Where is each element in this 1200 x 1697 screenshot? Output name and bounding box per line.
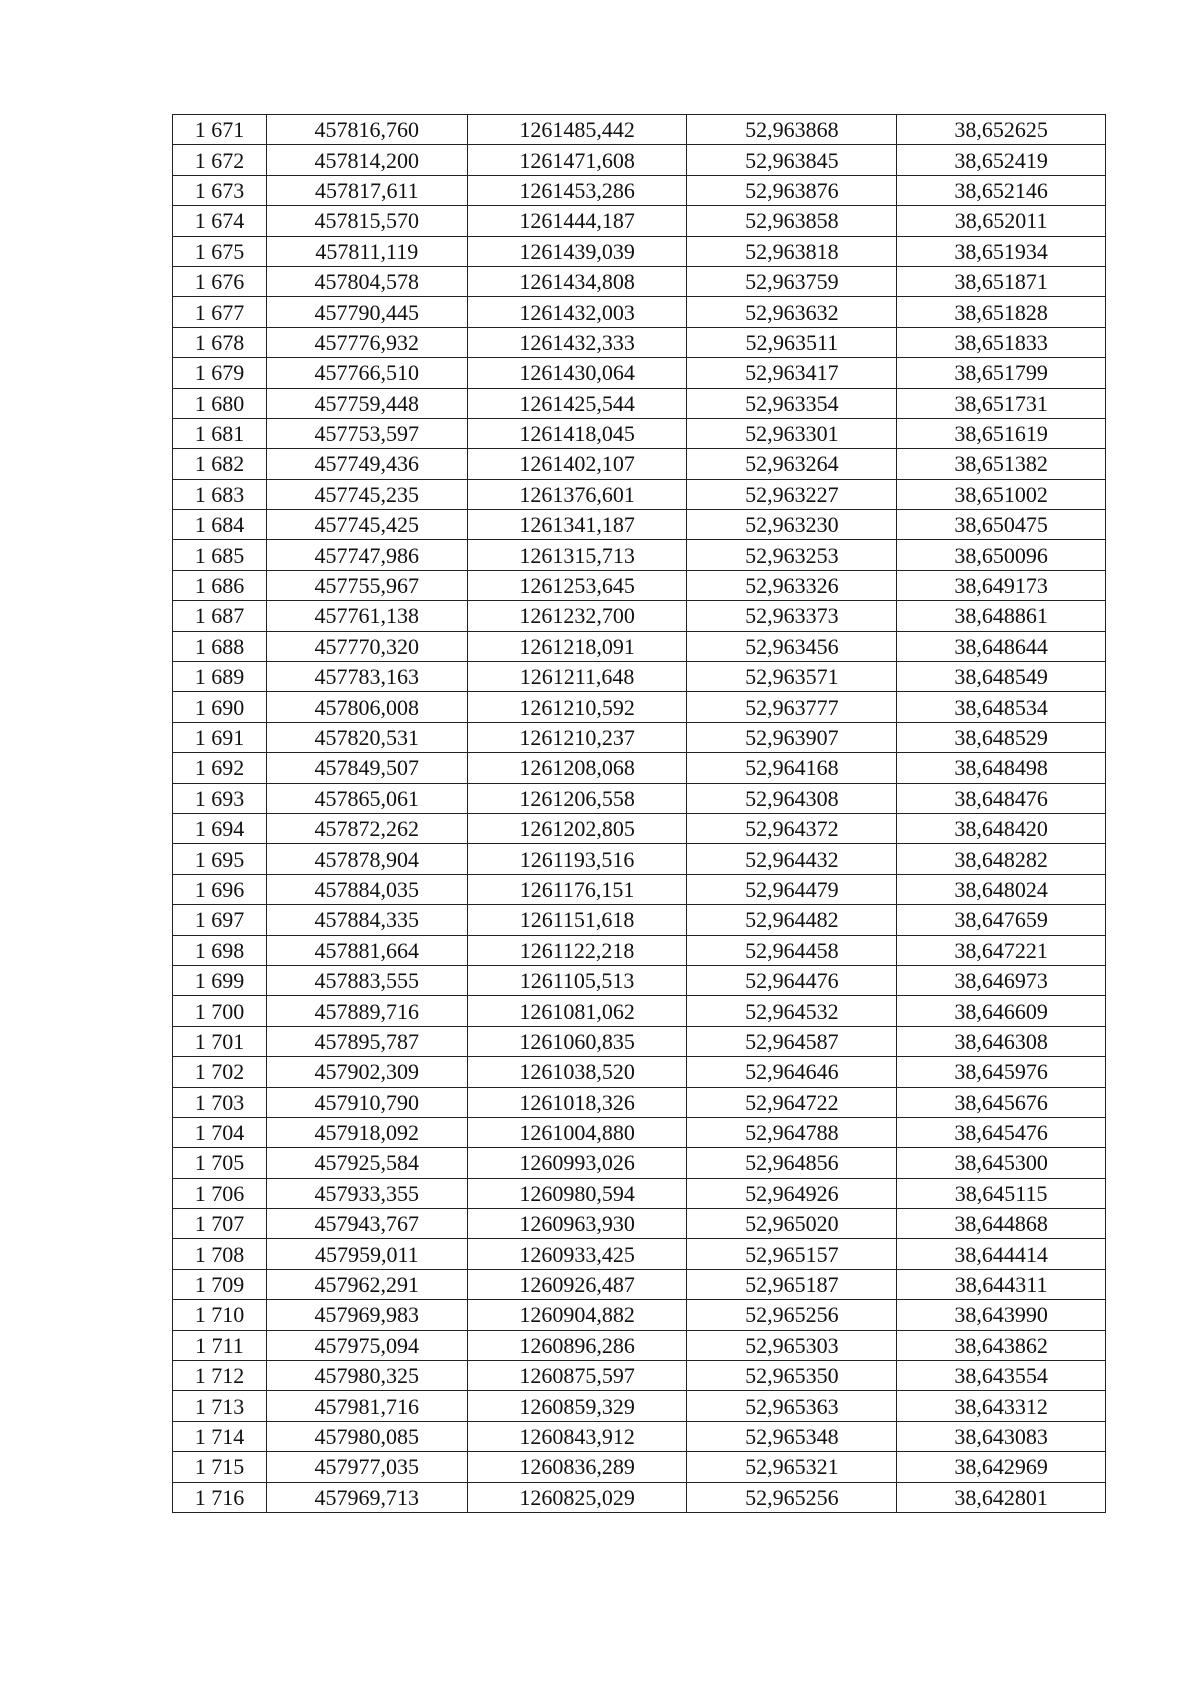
point-number-cell: 1 705 xyxy=(173,1148,267,1178)
table-row xyxy=(173,1057,1106,1087)
latitude-cell: 52,965256 xyxy=(687,1482,897,1512)
latitude-cell: 52,963907 xyxy=(687,722,897,752)
point-number-cell: 1 688 xyxy=(173,631,267,661)
x-coordinate-cell: 457969,713 xyxy=(266,1482,467,1512)
latitude-cell: 52,964168 xyxy=(687,753,897,783)
latitude-cell: 52,963456 xyxy=(687,631,897,661)
longitude-cell: 38,651382 xyxy=(897,449,1106,479)
latitude-cell: 52,964432 xyxy=(687,844,897,874)
latitude-cell: 52,963373 xyxy=(687,601,897,631)
longitude-cell: 38,651828 xyxy=(897,297,1106,327)
table-row xyxy=(173,783,1106,813)
longitude-cell: 38,642801 xyxy=(897,1482,1106,1512)
table-row xyxy=(173,1239,1106,1269)
coordinates-table xyxy=(172,114,1106,1513)
longitude-cell: 38,644414 xyxy=(897,1239,1106,1269)
x-coordinate-cell: 457981,716 xyxy=(266,1391,467,1421)
point-number-cell: 1 689 xyxy=(173,662,267,692)
y-coordinate-cell: 1261434,808 xyxy=(467,266,687,296)
x-coordinate-cell: 457884,035 xyxy=(266,874,467,904)
point-number-cell: 1 696 xyxy=(173,874,267,904)
x-coordinate-cell: 457816,760 xyxy=(266,115,467,145)
latitude-cell: 52,963417 xyxy=(687,358,897,388)
longitude-cell: 38,651619 xyxy=(897,418,1106,448)
y-coordinate-cell: 1261211,648 xyxy=(467,662,687,692)
latitude-cell: 52,965348 xyxy=(687,1421,897,1451)
latitude-cell: 52,963777 xyxy=(687,692,897,722)
point-number-cell: 1 706 xyxy=(173,1178,267,1208)
latitude-cell: 52,963264 xyxy=(687,449,897,479)
point-number-cell: 1 674 xyxy=(173,206,267,236)
table-row xyxy=(173,1452,1106,1482)
longitude-cell: 38,651002 xyxy=(897,479,1106,509)
latitude-cell: 52,964308 xyxy=(687,783,897,813)
y-coordinate-cell: 1261341,187 xyxy=(467,510,687,540)
latitude-cell: 52,965157 xyxy=(687,1239,897,1269)
y-coordinate-cell: 1261218,091 xyxy=(467,631,687,661)
longitude-cell: 38,643554 xyxy=(897,1361,1106,1391)
longitude-cell: 38,648549 xyxy=(897,662,1106,692)
longitude-cell: 38,652011 xyxy=(897,206,1106,236)
x-coordinate-cell: 457790,445 xyxy=(266,297,467,327)
table-row xyxy=(173,206,1106,236)
longitude-cell: 38,644868 xyxy=(897,1209,1106,1239)
y-coordinate-cell: 1260843,912 xyxy=(467,1421,687,1451)
y-coordinate-cell: 1261425,544 xyxy=(467,388,687,418)
y-coordinate-cell: 1261004,880 xyxy=(467,1117,687,1147)
table-row xyxy=(173,449,1106,479)
y-coordinate-cell: 1261210,237 xyxy=(467,722,687,752)
x-coordinate-cell: 457776,932 xyxy=(266,327,467,357)
longitude-cell: 38,648529 xyxy=(897,722,1106,752)
x-coordinate-cell: 457977,035 xyxy=(266,1452,467,1482)
y-coordinate-cell: 1261432,003 xyxy=(467,297,687,327)
longitude-cell: 38,645976 xyxy=(897,1057,1106,1087)
latitude-cell: 52,963876 xyxy=(687,175,897,205)
point-number-cell: 1 703 xyxy=(173,1087,267,1117)
y-coordinate-cell: 1261193,516 xyxy=(467,844,687,874)
x-coordinate-cell: 457872,262 xyxy=(266,813,467,843)
latitude-cell: 52,964476 xyxy=(687,965,897,995)
point-number-cell: 1 700 xyxy=(173,996,267,1026)
point-number-cell: 1 701 xyxy=(173,1026,267,1056)
x-coordinate-cell: 457943,767 xyxy=(266,1209,467,1239)
table-row xyxy=(173,1117,1106,1147)
table-row xyxy=(173,236,1106,266)
x-coordinate-cell: 457783,163 xyxy=(266,662,467,692)
table-row xyxy=(173,692,1106,722)
point-number-cell: 1 686 xyxy=(173,570,267,600)
longitude-cell: 38,651934 xyxy=(897,236,1106,266)
y-coordinate-cell: 1261232,700 xyxy=(467,601,687,631)
table-row xyxy=(173,1391,1106,1421)
y-coordinate-cell: 1261432,333 xyxy=(467,327,687,357)
longitude-cell: 38,651871 xyxy=(897,266,1106,296)
point-number-cell: 1 691 xyxy=(173,722,267,752)
point-number-cell: 1 687 xyxy=(173,601,267,631)
latitude-cell: 52,964458 xyxy=(687,935,897,965)
x-coordinate-cell: 457959,011 xyxy=(266,1239,467,1269)
y-coordinate-cell: 1261151,618 xyxy=(467,905,687,935)
latitude-cell: 52,963858 xyxy=(687,206,897,236)
table-row xyxy=(173,1421,1106,1451)
table-row xyxy=(173,935,1106,965)
point-number-cell: 1 704 xyxy=(173,1117,267,1147)
latitude-cell: 52,964646 xyxy=(687,1057,897,1087)
x-coordinate-cell: 457811,119 xyxy=(266,236,467,266)
y-coordinate-cell: 1260875,597 xyxy=(467,1361,687,1391)
table-row xyxy=(173,1269,1106,1299)
y-coordinate-cell: 1261444,187 xyxy=(467,206,687,236)
point-number-cell: 1 678 xyxy=(173,327,267,357)
longitude-cell: 38,651799 xyxy=(897,358,1106,388)
table-row xyxy=(173,996,1106,1026)
table-row xyxy=(173,1361,1106,1391)
table-row xyxy=(173,874,1106,904)
longitude-cell: 38,650096 xyxy=(897,540,1106,570)
x-coordinate-cell: 457865,061 xyxy=(266,783,467,813)
latitude-cell: 52,964926 xyxy=(687,1178,897,1208)
point-number-cell: 1 702 xyxy=(173,1057,267,1087)
x-coordinate-cell: 457770,320 xyxy=(266,631,467,661)
x-coordinate-cell: 457753,597 xyxy=(266,418,467,448)
latitude-cell: 52,963230 xyxy=(687,510,897,540)
y-coordinate-cell: 1261060,835 xyxy=(467,1026,687,1056)
longitude-cell: 38,645300 xyxy=(897,1148,1106,1178)
x-coordinate-cell: 457755,967 xyxy=(266,570,467,600)
point-number-cell: 1 697 xyxy=(173,905,267,935)
y-coordinate-cell: 1260825,029 xyxy=(467,1482,687,1512)
y-coordinate-cell: 1261376,601 xyxy=(467,479,687,509)
longitude-cell: 38,648644 xyxy=(897,631,1106,661)
point-number-cell: 1 676 xyxy=(173,266,267,296)
longitude-cell: 38,643862 xyxy=(897,1330,1106,1360)
point-number-cell: 1 714 xyxy=(173,1421,267,1451)
table-row xyxy=(173,175,1106,205)
latitude-cell: 52,963845 xyxy=(687,145,897,175)
x-coordinate-cell: 457745,425 xyxy=(266,510,467,540)
longitude-cell: 38,651731 xyxy=(897,388,1106,418)
point-number-cell: 1 690 xyxy=(173,692,267,722)
table-row xyxy=(173,145,1106,175)
table-row xyxy=(173,965,1106,995)
longitude-cell: 38,644311 xyxy=(897,1269,1106,1299)
point-number-cell: 1 694 xyxy=(173,813,267,843)
longitude-cell: 38,645115 xyxy=(897,1178,1106,1208)
x-coordinate-cell: 457806,008 xyxy=(266,692,467,722)
y-coordinate-cell: 1261471,608 xyxy=(467,145,687,175)
latitude-cell: 52,965303 xyxy=(687,1330,897,1360)
y-coordinate-cell: 1261485,442 xyxy=(467,115,687,145)
x-coordinate-cell: 457925,584 xyxy=(266,1148,467,1178)
longitude-cell: 38,652419 xyxy=(897,145,1106,175)
y-coordinate-cell: 1261430,064 xyxy=(467,358,687,388)
x-coordinate-cell: 457749,436 xyxy=(266,449,467,479)
table-row xyxy=(173,570,1106,600)
x-coordinate-cell: 457817,611 xyxy=(266,175,467,205)
x-coordinate-cell: 457933,355 xyxy=(266,1178,467,1208)
longitude-cell: 38,648282 xyxy=(897,844,1106,874)
point-number-cell: 1 693 xyxy=(173,783,267,813)
table-row xyxy=(173,479,1106,509)
table-row xyxy=(173,753,1106,783)
y-coordinate-cell: 1260836,289 xyxy=(467,1452,687,1482)
point-number-cell: 1 699 xyxy=(173,965,267,995)
point-number-cell: 1 684 xyxy=(173,510,267,540)
x-coordinate-cell: 457759,448 xyxy=(266,388,467,418)
y-coordinate-cell: 1261081,062 xyxy=(467,996,687,1026)
x-coordinate-cell: 457745,235 xyxy=(266,479,467,509)
y-coordinate-cell: 1261315,713 xyxy=(467,540,687,570)
x-coordinate-cell: 457980,325 xyxy=(266,1361,467,1391)
longitude-cell: 38,648498 xyxy=(897,753,1106,783)
longitude-cell: 38,643990 xyxy=(897,1300,1106,1330)
y-coordinate-cell: 1261206,558 xyxy=(467,783,687,813)
point-number-cell: 1 672 xyxy=(173,145,267,175)
point-number-cell: 1 713 xyxy=(173,1391,267,1421)
latitude-cell: 52,963759 xyxy=(687,266,897,296)
table-row xyxy=(173,297,1106,327)
latitude-cell: 52,965256 xyxy=(687,1300,897,1330)
x-coordinate-cell: 457878,904 xyxy=(266,844,467,874)
table-row xyxy=(173,601,1106,631)
table-row xyxy=(173,327,1106,357)
point-number-cell: 1 695 xyxy=(173,844,267,874)
x-coordinate-cell: 457910,790 xyxy=(266,1087,467,1117)
longitude-cell: 38,642969 xyxy=(897,1452,1106,1482)
latitude-cell: 52,965350 xyxy=(687,1361,897,1391)
table-row xyxy=(173,115,1106,145)
longitude-cell: 38,648420 xyxy=(897,813,1106,843)
latitude-cell: 52,963818 xyxy=(687,236,897,266)
table-row xyxy=(173,358,1106,388)
longitude-cell: 38,643083 xyxy=(897,1421,1106,1451)
y-coordinate-cell: 1261105,513 xyxy=(467,965,687,995)
longitude-cell: 38,645476 xyxy=(897,1117,1106,1147)
table-row xyxy=(173,388,1106,418)
latitude-cell: 52,963227 xyxy=(687,479,897,509)
longitude-cell: 38,647659 xyxy=(897,905,1106,935)
table-row xyxy=(173,722,1106,752)
x-coordinate-cell: 457849,507 xyxy=(266,753,467,783)
longitude-cell: 38,643312 xyxy=(897,1391,1106,1421)
table-row xyxy=(173,631,1106,661)
point-number-cell: 1 709 xyxy=(173,1269,267,1299)
latitude-cell: 52,964856 xyxy=(687,1148,897,1178)
latitude-cell: 52,964532 xyxy=(687,996,897,1026)
x-coordinate-cell: 457815,570 xyxy=(266,206,467,236)
x-coordinate-cell: 457884,335 xyxy=(266,905,467,935)
x-coordinate-cell: 457969,983 xyxy=(266,1300,467,1330)
y-coordinate-cell: 1261122,218 xyxy=(467,935,687,965)
table-row xyxy=(173,1300,1106,1330)
y-coordinate-cell: 1261253,645 xyxy=(467,570,687,600)
point-number-cell: 1 707 xyxy=(173,1209,267,1239)
x-coordinate-cell: 457975,094 xyxy=(266,1330,467,1360)
longitude-cell: 38,648861 xyxy=(897,601,1106,631)
table-row xyxy=(173,905,1106,935)
y-coordinate-cell: 1260904,882 xyxy=(467,1300,687,1330)
x-coordinate-cell: 457747,986 xyxy=(266,540,467,570)
x-coordinate-cell: 457881,664 xyxy=(266,935,467,965)
x-coordinate-cell: 457980,085 xyxy=(266,1421,467,1451)
y-coordinate-cell: 1261202,805 xyxy=(467,813,687,843)
table-row xyxy=(173,844,1106,874)
latitude-cell: 52,964722 xyxy=(687,1087,897,1117)
table-row xyxy=(173,540,1106,570)
longitude-cell: 38,646973 xyxy=(897,965,1106,995)
longitude-cell: 38,649173 xyxy=(897,570,1106,600)
y-coordinate-cell: 1261418,045 xyxy=(467,418,687,448)
y-coordinate-cell: 1261210,592 xyxy=(467,692,687,722)
y-coordinate-cell: 1260896,286 xyxy=(467,1330,687,1360)
latitude-cell: 52,963511 xyxy=(687,327,897,357)
point-number-cell: 1 712 xyxy=(173,1361,267,1391)
x-coordinate-cell: 457814,200 xyxy=(266,145,467,175)
latitude-cell: 52,963301 xyxy=(687,418,897,448)
table-row xyxy=(173,1178,1106,1208)
y-coordinate-cell: 1261176,151 xyxy=(467,874,687,904)
latitude-cell: 52,963868 xyxy=(687,115,897,145)
longitude-cell: 38,646609 xyxy=(897,996,1106,1026)
x-coordinate-cell: 457804,578 xyxy=(266,266,467,296)
y-coordinate-cell: 1260963,930 xyxy=(467,1209,687,1239)
y-coordinate-cell: 1261208,068 xyxy=(467,753,687,783)
point-number-cell: 1 698 xyxy=(173,935,267,965)
point-number-cell: 1 671 xyxy=(173,115,267,145)
point-number-cell: 1 685 xyxy=(173,540,267,570)
longitude-cell: 38,652625 xyxy=(897,115,1106,145)
point-number-cell: 1 715 xyxy=(173,1452,267,1482)
longitude-cell: 38,652146 xyxy=(897,175,1106,205)
x-coordinate-cell: 457766,510 xyxy=(266,358,467,388)
point-number-cell: 1 708 xyxy=(173,1239,267,1269)
table-row xyxy=(173,813,1106,843)
latitude-cell: 52,964479 xyxy=(687,874,897,904)
point-number-cell: 1 675 xyxy=(173,236,267,266)
point-number-cell: 1 680 xyxy=(173,388,267,418)
point-number-cell: 1 682 xyxy=(173,449,267,479)
longitude-cell: 38,645676 xyxy=(897,1087,1106,1117)
x-coordinate-cell: 457918,092 xyxy=(266,1117,467,1147)
y-coordinate-cell: 1260993,026 xyxy=(467,1148,687,1178)
x-coordinate-cell: 457889,716 xyxy=(266,996,467,1026)
longitude-cell: 38,651833 xyxy=(897,327,1106,357)
table-row xyxy=(173,1087,1106,1117)
longitude-cell: 38,648476 xyxy=(897,783,1106,813)
y-coordinate-cell: 1261402,107 xyxy=(467,449,687,479)
latitude-cell: 52,965187 xyxy=(687,1269,897,1299)
coordinates-table-body xyxy=(173,115,1106,1513)
point-number-cell: 1 711 xyxy=(173,1330,267,1360)
table-row xyxy=(173,418,1106,448)
latitude-cell: 52,964482 xyxy=(687,905,897,935)
table-row xyxy=(173,510,1106,540)
point-number-cell: 1 681 xyxy=(173,418,267,448)
table-row xyxy=(173,266,1106,296)
x-coordinate-cell: 457962,291 xyxy=(266,1269,467,1299)
x-coordinate-cell: 457902,309 xyxy=(266,1057,467,1087)
latitude-cell: 52,963354 xyxy=(687,388,897,418)
y-coordinate-cell: 1261453,286 xyxy=(467,175,687,205)
latitude-cell: 52,963632 xyxy=(687,297,897,327)
longitude-cell: 38,647221 xyxy=(897,935,1106,965)
latitude-cell: 52,964372 xyxy=(687,813,897,843)
table-row xyxy=(173,1209,1106,1239)
point-number-cell: 1 716 xyxy=(173,1482,267,1512)
table-row xyxy=(173,1482,1106,1512)
table-row xyxy=(173,1026,1106,1056)
longitude-cell: 38,648024 xyxy=(897,874,1106,904)
latitude-cell: 52,965363 xyxy=(687,1391,897,1421)
latitude-cell: 52,964587 xyxy=(687,1026,897,1056)
y-coordinate-cell: 1260980,594 xyxy=(467,1178,687,1208)
longitude-cell: 38,648534 xyxy=(897,692,1106,722)
x-coordinate-cell: 457761,138 xyxy=(266,601,467,631)
point-number-cell: 1 677 xyxy=(173,297,267,327)
y-coordinate-cell: 1261038,520 xyxy=(467,1057,687,1087)
y-coordinate-cell: 1260859,329 xyxy=(467,1391,687,1421)
point-number-cell: 1 673 xyxy=(173,175,267,205)
x-coordinate-cell: 457895,787 xyxy=(266,1026,467,1056)
table-row xyxy=(173,1330,1106,1360)
point-number-cell: 1 710 xyxy=(173,1300,267,1330)
latitude-cell: 52,963253 xyxy=(687,540,897,570)
x-coordinate-cell: 457883,555 xyxy=(266,965,467,995)
y-coordinate-cell: 1260933,425 xyxy=(467,1239,687,1269)
latitude-cell: 52,965020 xyxy=(687,1209,897,1239)
latitude-cell: 52,964788 xyxy=(687,1117,897,1147)
longitude-cell: 38,646308 xyxy=(897,1026,1106,1056)
table-row xyxy=(173,1148,1106,1178)
y-coordinate-cell: 1260926,487 xyxy=(467,1269,687,1299)
latitude-cell: 52,965321 xyxy=(687,1452,897,1482)
longitude-cell: 38,650475 xyxy=(897,510,1106,540)
latitude-cell: 52,963571 xyxy=(687,662,897,692)
y-coordinate-cell: 1261439,039 xyxy=(467,236,687,266)
table-row xyxy=(173,662,1106,692)
x-coordinate-cell: 457820,531 xyxy=(266,722,467,752)
latitude-cell: 52,963326 xyxy=(687,570,897,600)
y-coordinate-cell: 1261018,326 xyxy=(467,1087,687,1117)
point-number-cell: 1 679 xyxy=(173,358,267,388)
point-number-cell: 1 683 xyxy=(173,479,267,509)
point-number-cell: 1 692 xyxy=(173,753,267,783)
